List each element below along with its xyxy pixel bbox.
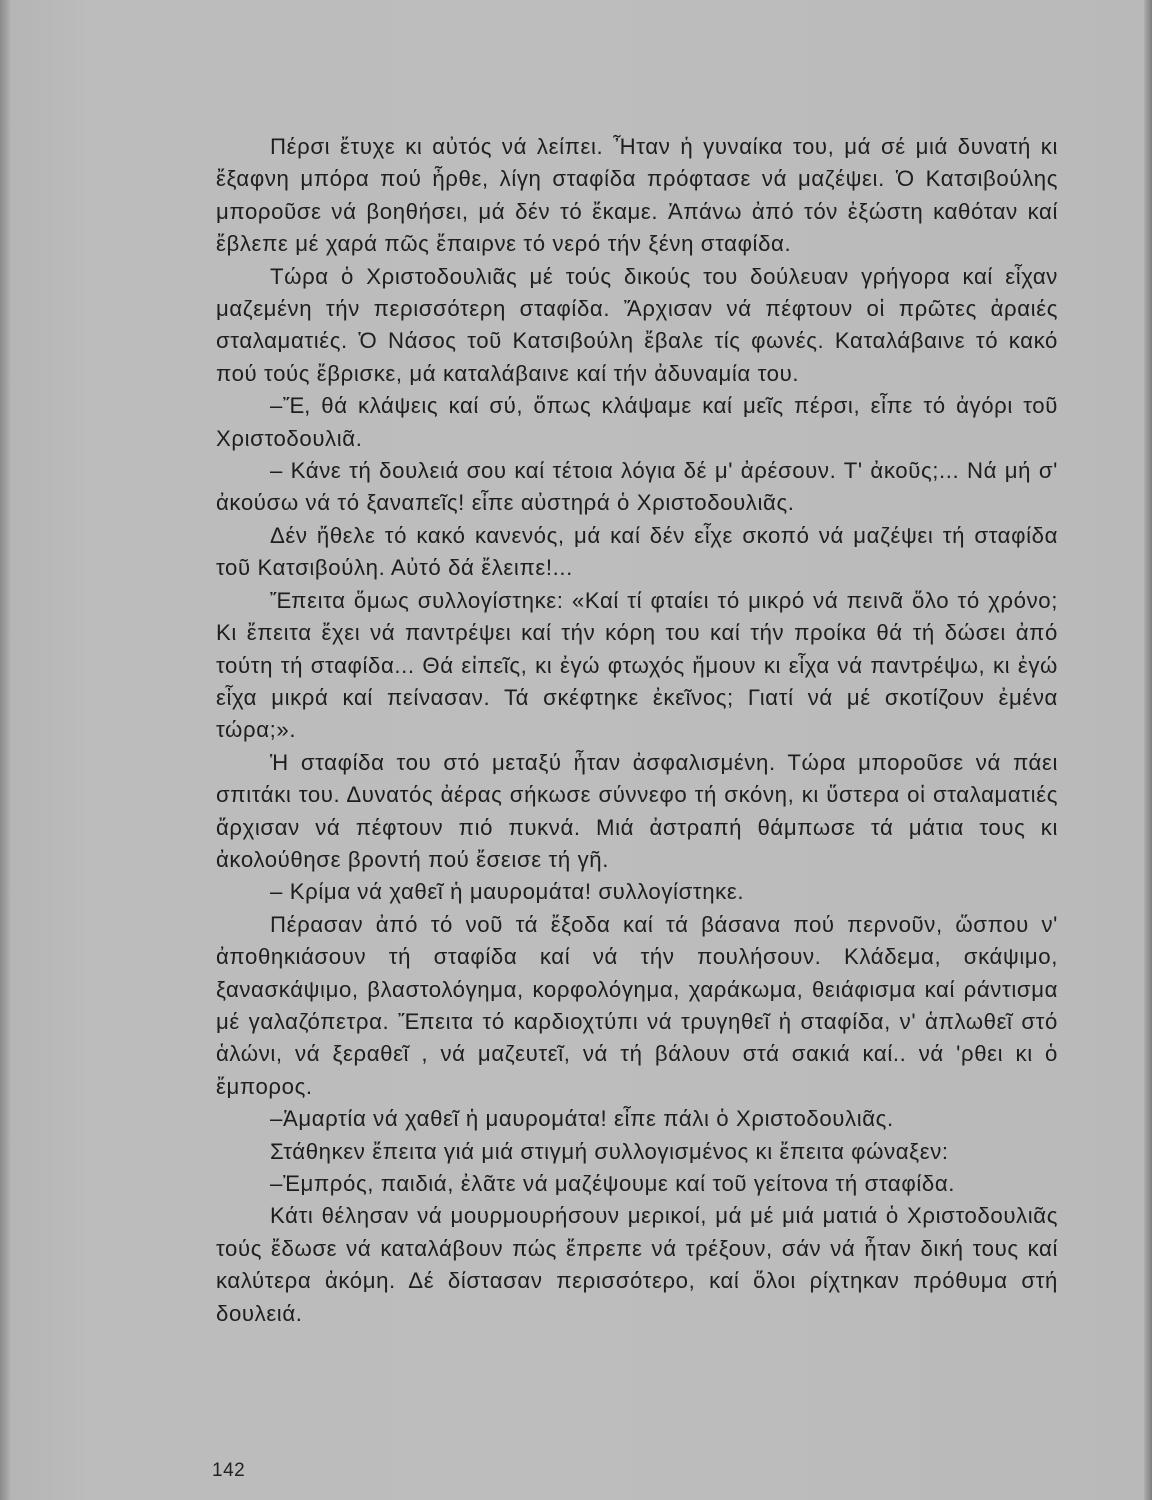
paragraph: –Ἁμαρτία νά χαθεῖ ἡ μαυρομάτα! εἶπε πάλι ὁ Χριστοδουλιᾶς. (270, 1106, 894, 1132)
page-right-edge (1144, 0, 1152, 1500)
paragraph: Κάτι θέλησαν νά μουρμουρήσουν μερικοί, μά μέ μιά ματιά ὁ Χριστοδουλιᾶς τούς ἔδωσε νά καταλάβουν πώς ἔπρεπε νά τρέξουν, σάν νά ἦταν δική τους καί καλύτερα ἀκόμη. Δέ δίστασαν περισσότερο, καί ὅλοι ρίχτηκαν πρόθυμα στή δουλειά. (216, 1203, 1058, 1326)
paragraph: –Ἔ, θά κλάψεις καί σύ, ὅπως κλάψαμε καί μεῖς πέρσι, εἶπε τό ἀγόρι τοῦ Χριστοδουλιᾶ. (216, 393, 1058, 451)
page-number: 142 (212, 1460, 246, 1481)
paragraph: Ἔπειτα ὅμως συλλογίστηκε: «Καί τί φταίει τό μικρό νά πεινᾶ ὅλο τό χρόνο; Κι ἔπειτα ἔχει νά παντρέψει καί τήν κόρη του καί τήν προίκα θά τή δώσει ἀπό τούτη τή σταφίδα... Θά εἰπεῖς, κι ἐγώ φτωχός ἤμουν κι εἶχα νά παντρέψω, κι ἐγώ εἶχα μικρά καί πείνασαν. Τά σκέφτηκε ἐκεῖνος; Γιατί νά μέ σκοτίζουν ἐμένα τώρα;». (216, 587, 1058, 743)
paragraph: –Ἐμπρός, παιδιά, ἐλᾶτε νά μαζέψουμε καί τοῦ γείτονα τή σταφίδα. (270, 1171, 956, 1196)
paragraph: Τώρα ὁ Χριστοδουλιᾶς μέ τούς δικούς του δούλευαν γρήγορα καί εἶχαν μαζεμένη τήν περισσότερη σταφίδα. Ἄρχισαν νά πέφτουν οἱ πρῶτες ἀραιές σταλαματιές. Ὁ Νάσος τοῦ Κατσιβούλη ἔβαλε τίς φωνές. Καταλάβαινε τό κακό πού τούς ἔβρισκε, μά καταλάβαινε καί τήν ἀδυναμία του. (216, 263, 1058, 386)
page-left-edge (0, 0, 10, 1500)
paragraph: Πέρσι ἔτυχε κι αὐτός νά λείπει. Ἦταν ἡ γυναίκα του, μά σέ μιά δυνατή κι ἔξαφνη μπόρα πού ἦρθε, λίγη σταφίδα πρόφτασε νά μαζέψει. Ὁ Κατσιβούλης μποροῦσε νά βοηθήσει, μά δέν τό ἔκαμε. Ἀπάνω ἀπό τόν ἐξώστη καθόταν καί ἔβλεπε μέ χαρά πῶς ἔπαιρνε τό νερό τήν ξένη σταφίδα. (216, 134, 1058, 257)
paragraph: – Κάνε τή δουλειά σου καί τέτοια λόγια δέ μ' ἀρέσουν. Τ' ἀκοῦς;... Νά μή σ' ἀκούσω νά τό ξαναπεῖς! εἶπε αὐστηρά ὁ Χριστοδουλιᾶς. (216, 458, 1058, 516)
paragraph: – Κρίμα νά χαθεῖ ἡ μαυρομάτα! συλλογίστηκε. (270, 879, 745, 905)
paragraph: Πέρασαν ἀπό τό νοῦ τά ἔξοδα καί τά βάσανα πού περνοῦν, ὥσπου ν' ἀποθηκιάσουν τή σταφίδα καί νά τήν πουλήσουν. Κλάδεμα, σκάψιμο, ξανασκάψιμο, βλαστολόγημα, κορφολόγημα, χαράκωμα, θειάφισμα καί ράντισμα μέ γαλαζόπετρα. Ἔπειτα τό καρδιοχτύπι νά τρυγηθεῖ ἡ σταφίδα, ν' ἁπλωθεῖ στό ἁλώνι, νά ξεραθεῖ , νά μαζευτεῖ, νά τή βάλουν στά σακιά καί.. νά 'ρθει κι ὁ ἔμπορος. (216, 911, 1058, 1099)
paragraph: Δέν ἤθελε τό κακό κανενός, μά καί δέν εἶχε σκοπό νά μαζέψει τή σταφίδα τοῦ Κατσιβούλη. Αὐτό δά ἔλειπε!... (216, 522, 1058, 581)
body-text (216, 131, 1058, 1330)
paragraph: Στάθηκεν ἔπειτα γιά μιά στιγμή συλλογισμένος κι ἔπειτα φώναξεν: (270, 1138, 949, 1164)
paragraph: Ἡ σταφίδα του στό μεταξύ ἦταν ἀσφαλισμένη. Τώρα μποροῦσε νά πάει σπιτάκι του. Δυνατός ἀέρας σήκωσε σύννεφο τή σκόνη, κι ὕστερα οἱ σταλαματιές ἄρχισαν νά πέφτουν πιό πυκνά. Μιά ἀστραπή θάμπωσε τά μάτια τους κι ἀκολούθησε βροντή πού ἔσεισε τή γῆ. (216, 749, 1058, 872)
